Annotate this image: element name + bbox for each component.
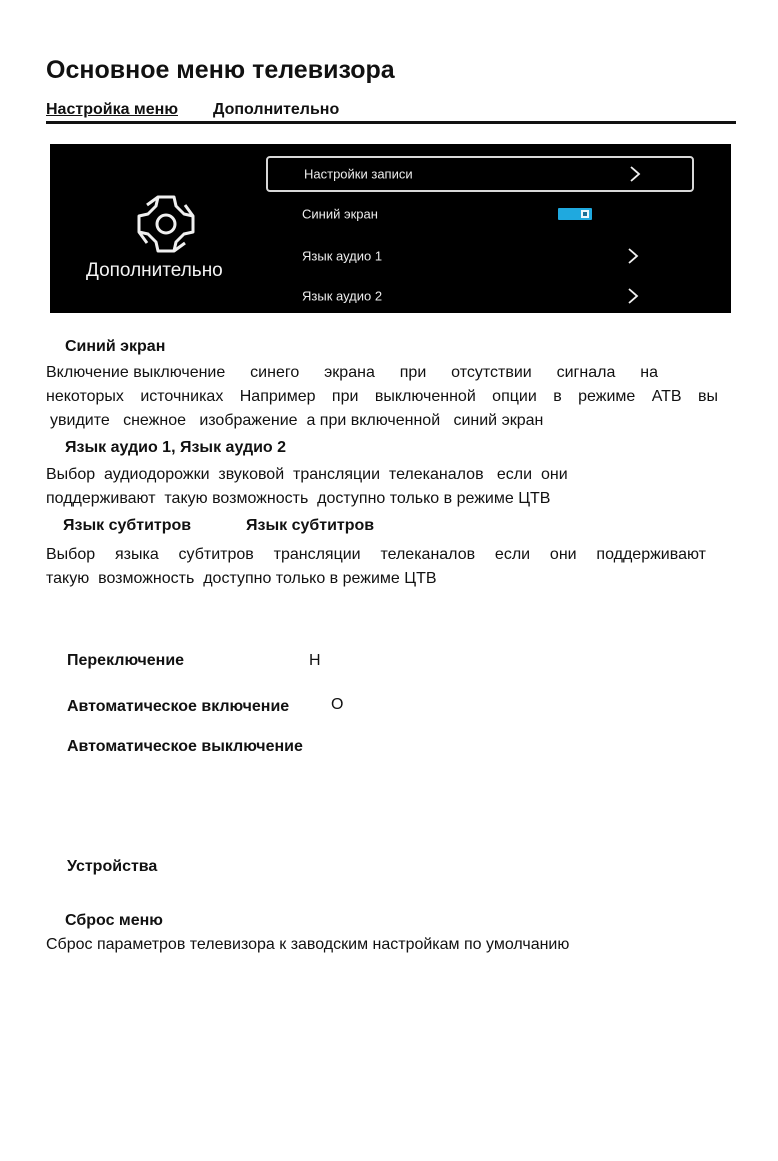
subtitles-line-1: [46, 546, 706, 564]
section-heading-blue-screen: Синий экран: [65, 338, 166, 355]
word: Включение выключение: [46, 364, 226, 381]
blue-screen-line-1: [46, 364, 658, 382]
tv-item-label: Язык аудио 2: [302, 288, 383, 304]
tv-item-audio-language-1[interactable]: [266, 238, 694, 274]
word: трансляции: [273, 546, 361, 563]
page-title: Основное меню телевизора: [46, 56, 395, 84]
section-heading-audio-language: Язык аудио 1, Язык аудио 2: [65, 439, 287, 456]
blue-screen-line-2: [46, 388, 718, 406]
word: языка: [114, 546, 159, 563]
tv-menu-screenshot: [50, 144, 731, 313]
tv-section-title: Дополнительно: [86, 260, 223, 281]
breadcrumb-additional: Дополнительно: [213, 101, 340, 118]
tv-item-label: Настройки записи: [304, 166, 413, 182]
blue-screen-line-3: увидите снежное изображение а при включенной синий экран: [50, 412, 544, 429]
word: источниках: [140, 388, 224, 405]
word: телеканалов: [380, 546, 476, 563]
blue-screen-toggle[interactable]: [558, 208, 592, 220]
word: они: [549, 546, 577, 563]
section-heading-subtitles-2: Язык субтитров: [246, 517, 375, 534]
header-divider: [46, 121, 736, 124]
word: Выбор: [46, 546, 96, 563]
tv-item-audio-language-2[interactable]: [266, 278, 694, 314]
word: отсутствии: [451, 364, 532, 381]
word: экрана: [324, 364, 375, 381]
auto-on-letter: О: [331, 696, 344, 713]
chevron-right-icon: [626, 247, 640, 265]
word: опции: [492, 388, 537, 405]
word: выключенной: [374, 388, 476, 405]
word: синего: [250, 364, 300, 381]
tv-item-blue-screen[interactable]: [266, 196, 694, 232]
word: субтитров: [178, 546, 254, 563]
chevron-right-icon: [628, 165, 642, 183]
tv-item-label: Синий экран: [302, 206, 378, 222]
section-heading-auto-on: Автоматическое включение: [67, 698, 290, 715]
chevron-right-icon: [626, 287, 640, 305]
section-heading-switching: Переключение: [67, 652, 185, 669]
tv-item-label: Язык аудио 1: [302, 248, 383, 264]
section-heading-reset: Сброс меню: [65, 912, 163, 929]
section-heading-subtitles: Язык субтитров: [63, 517, 192, 534]
word: поддерживают: [596, 546, 706, 563]
word: сигнала: [556, 364, 616, 381]
audio-language-line-1: Выбор аудиодорожки звуковой трансляции телеканалов если они: [46, 466, 568, 483]
section-heading-auto-off: Автоматическое выключение: [67, 738, 303, 755]
word: режиме: [578, 388, 636, 405]
word: в: [553, 388, 562, 405]
switching-letter: Н: [309, 652, 321, 669]
breadcrumb-settings-menu: Настройка меню: [46, 101, 178, 118]
word: некоторых: [46, 388, 124, 405]
word: при: [399, 364, 427, 381]
gear-icon: [130, 188, 202, 260]
word: на: [640, 364, 658, 381]
word: если: [494, 546, 531, 563]
audio-language-line-2: поддерживают такую возможность доступно только в режиме ЦТВ: [46, 490, 551, 507]
word: при: [331, 388, 359, 405]
toggle-knob: [581, 210, 589, 218]
word: АТВ: [651, 388, 682, 405]
tv-item-recording-settings[interactable]: [266, 156, 694, 192]
subtitles-line-2: такую возможность доступно только в режиме ЦТВ: [46, 570, 437, 587]
word: вы: [698, 388, 718, 405]
reset-line-1: Сброс параметров телевизора к заводским настройкам по умолчанию: [46, 936, 570, 953]
section-heading-devices: Устройства: [67, 858, 158, 875]
word: Например: [239, 388, 316, 405]
